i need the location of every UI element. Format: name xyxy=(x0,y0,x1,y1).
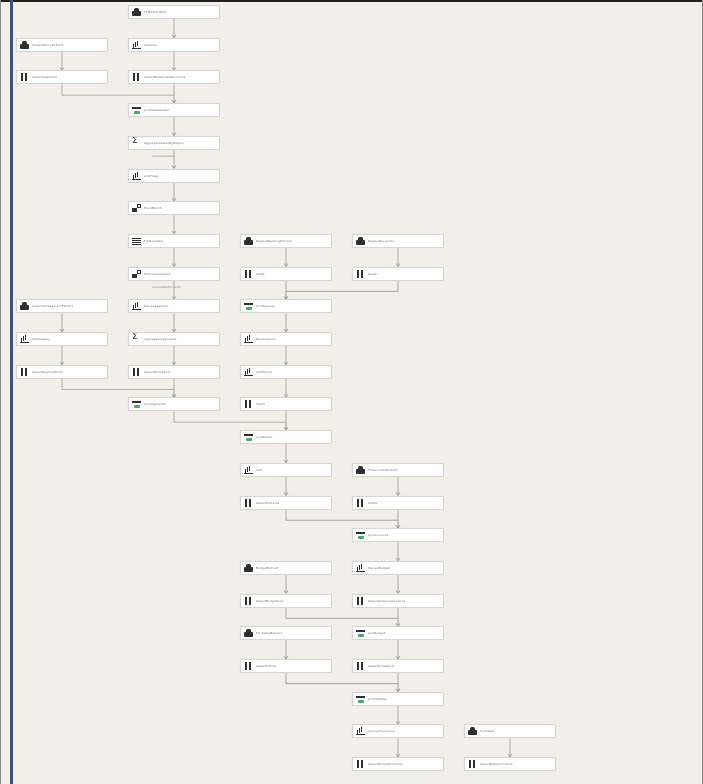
flow-node-pivot[interactable] xyxy=(128,201,220,215)
flow-node-source[interactable] xyxy=(16,299,108,313)
flow-node-label: ConvertCurrency xyxy=(368,729,395,734)
flow-node-label: SelectOutputColumns xyxy=(368,762,403,767)
flow-node-source[interactable] xyxy=(240,626,332,640)
flow-node-join[interactable] xyxy=(352,692,444,706)
join-icon xyxy=(356,629,365,637)
flow-node-label: JoinSalesMaster xyxy=(144,108,170,113)
flow-node-label: AggregateSegments xyxy=(144,337,177,341)
flow-connector xyxy=(62,84,174,103)
flow-node-join[interactable] xyxy=(128,397,220,411)
flow-node-label: AddSegKey xyxy=(32,337,50,341)
flow-connector xyxy=(62,379,174,398)
flow-node-derive[interactable] xyxy=(240,463,332,477)
derived-column-icon xyxy=(244,368,253,376)
flow-node-label: SelectJoinedCols xyxy=(368,664,395,668)
flow-connector xyxy=(286,608,398,627)
select-columns-icon xyxy=(356,499,365,507)
flow-node-label: FlattenData xyxy=(144,238,163,243)
join-icon xyxy=(132,106,141,114)
flow-node-label: CustomerSegmentExtract xyxy=(32,304,74,309)
flow-node-label: FX_RatesExtract xyxy=(256,631,282,636)
derived-column-icon xyxy=(132,302,141,310)
flow-node-flatten[interactable] xyxy=(128,234,220,248)
connector-label: CalculateTotals xyxy=(152,153,175,158)
flow-node-derive[interactable] xyxy=(16,332,108,346)
flow-node-select[interactable] xyxy=(464,757,556,771)
flow-node-label: JoinBudget xyxy=(368,631,386,636)
flatten-icon xyxy=(132,237,141,245)
select-columns-icon xyxy=(356,597,365,605)
flow-node-label: TTMasterdata xyxy=(144,10,166,14)
flow-node-source[interactable] xyxy=(128,5,220,19)
join-icon xyxy=(356,531,365,539)
join-icon xyxy=(244,433,253,441)
join-icon xyxy=(244,302,253,310)
flow-node-source[interactable] xyxy=(464,724,556,738)
flow-node-select[interactable] xyxy=(16,365,108,379)
flow-node-label: TTAccountsExtract xyxy=(368,467,398,472)
select-columns-icon xyxy=(132,73,141,81)
flow-node-select[interactable] xyxy=(128,365,220,379)
database-source-icon xyxy=(244,237,253,245)
database-source-icon xyxy=(20,41,29,49)
flow-node-label: DeriveSegment xyxy=(144,304,169,309)
flow-node-label: SelectMasterdataColumns xyxy=(144,75,186,80)
flow-node-join[interactable] xyxy=(352,626,444,640)
flow-node-source[interactable] xyxy=(352,234,444,248)
flow-node-label: UnpivotAmounts xyxy=(144,271,171,276)
derived-column-icon xyxy=(132,172,141,180)
flow-connector xyxy=(286,673,398,692)
flow-node-aggregate[interactable] xyxy=(128,332,220,346)
flow-connector xyxy=(286,281,398,300)
flow-node-select[interactable] xyxy=(352,496,444,510)
flow-node-select[interactable] xyxy=(240,397,332,411)
derived-column-icon xyxy=(244,466,253,474)
select-columns-icon xyxy=(356,270,365,278)
flow-node-label: PivotMonth xyxy=(144,206,162,211)
derived-column-icon xyxy=(20,335,29,343)
aggregate-icon xyxy=(132,335,141,343)
flow-node-label: RenameCols xyxy=(256,337,276,341)
flow-node-derive[interactable] xyxy=(352,561,444,575)
flow-node-label: Sel03 xyxy=(256,402,265,407)
flow-node-derive[interactable] xyxy=(128,38,220,52)
flow-node-label: Sel02 xyxy=(368,271,377,276)
flow-node-source[interactable] xyxy=(240,561,332,575)
join-icon xyxy=(356,695,365,703)
aggregate-icon xyxy=(132,139,141,147)
derived-column-icon xyxy=(244,335,253,343)
flow-node-select[interactable] xyxy=(240,659,332,673)
flow-node-label: SalesHistoryExtract xyxy=(32,42,64,47)
flow-node-label: RegionMappingExtract xyxy=(256,238,292,243)
flow-node-label: SelectRatesColumns xyxy=(480,762,513,767)
flow-node-select[interactable] xyxy=(240,496,332,510)
flow-node-derive[interactable] xyxy=(128,299,220,313)
flow-node-label: AddCols xyxy=(144,42,157,47)
flow-node-select[interactable] xyxy=(16,70,108,84)
database-source-icon xyxy=(20,302,29,310)
pivot-icon xyxy=(132,204,141,212)
select-columns-icon xyxy=(244,270,253,278)
flow-node-label: AddPeriod xyxy=(256,369,273,374)
flow-node-label: AggregateSalesByRegion xyxy=(144,140,184,145)
flow-node-label: JoinFXRates xyxy=(368,696,387,701)
derived-column-icon xyxy=(356,727,365,735)
flow-node-select[interactable] xyxy=(352,594,444,608)
flow-node-label: JoinRollup xyxy=(256,435,272,440)
flow-node-label: SelectBudgetCols xyxy=(256,598,284,603)
flow-node-label: JoinRegions xyxy=(256,304,275,309)
flow-node-select[interactable] xyxy=(128,70,220,84)
flow-node-derive[interactable] xyxy=(240,332,332,346)
database-source-icon xyxy=(244,564,253,572)
flow-node-label: DeriveBudget xyxy=(368,565,390,570)
flow-node-join[interactable] xyxy=(240,299,332,313)
database-source-icon xyxy=(132,8,141,16)
flow-node-label: SelectCalcCols xyxy=(256,500,280,505)
flow-node-label: SelectRollupCols xyxy=(144,369,171,374)
flow-node-label: JoinSegments xyxy=(144,402,166,407)
select-columns-icon xyxy=(244,400,253,408)
flow-node-label: Calc xyxy=(256,467,263,472)
flow-node-label: CurRates xyxy=(480,729,495,734)
flow-node-select[interactable] xyxy=(352,659,444,673)
flow-node-select[interactable] xyxy=(240,267,332,281)
flow-connector xyxy=(174,411,286,430)
flow-node-label: SelectSegmentCols xyxy=(32,369,63,374)
flow-node-label: SelectSalesCols xyxy=(32,75,58,80)
flow-node-derive[interactable] xyxy=(128,169,220,183)
flow-node-source[interactable] xyxy=(16,38,108,52)
select-columns-icon xyxy=(244,499,253,507)
select-columns-icon xyxy=(468,760,477,768)
flow-node-label: Sel01 xyxy=(256,271,265,276)
pivot-icon xyxy=(132,270,141,278)
select-columns-icon xyxy=(244,597,253,605)
flow-node-label: Sel04 xyxy=(368,500,377,505)
flow-node-source[interactable] xyxy=(240,234,332,248)
flow-connector xyxy=(286,510,398,529)
flow-node-label: AddFlags xyxy=(144,173,159,178)
select-columns-icon xyxy=(20,368,29,376)
flow-node-label: BudgetExtract xyxy=(256,565,279,570)
select-columns-icon xyxy=(356,662,365,670)
select-columns-icon xyxy=(356,760,365,768)
flow-node-derive[interactable] xyxy=(240,365,332,379)
flow-node-select[interactable] xyxy=(352,757,444,771)
flow-node-join[interactable] xyxy=(240,430,332,444)
flow-node-derive[interactable] xyxy=(352,724,444,738)
database-source-icon xyxy=(244,629,253,637)
join-icon xyxy=(132,400,141,408)
flow-node-aggregate[interactable] xyxy=(128,136,220,150)
flow-node-label: JoinAccounts xyxy=(368,533,389,538)
flow-node-select[interactable] xyxy=(240,594,332,608)
flow-node-select[interactable] xyxy=(352,267,444,281)
database-source-icon xyxy=(468,727,477,735)
connector-label: UnpivotedAmounts xyxy=(152,284,181,289)
flow-node-join[interactable] xyxy=(128,103,220,117)
flow-node-label: SelectVarianceColumns xyxy=(368,598,406,603)
flow-node-source[interactable] xyxy=(352,463,444,477)
derived-column-icon xyxy=(132,41,141,49)
flow-node-label: SelectFXCols xyxy=(256,664,277,668)
database-source-icon xyxy=(356,466,365,474)
flow-node-pivot[interactable] xyxy=(128,267,220,281)
database-source-icon xyxy=(356,237,365,245)
select-columns-icon xyxy=(20,73,29,81)
flow-node-label: RegionHierarchy xyxy=(368,238,395,243)
select-columns-icon xyxy=(244,662,253,670)
derived-column-icon xyxy=(356,564,365,572)
flow-node-join[interactable] xyxy=(352,528,444,542)
select-columns-icon xyxy=(132,368,141,376)
